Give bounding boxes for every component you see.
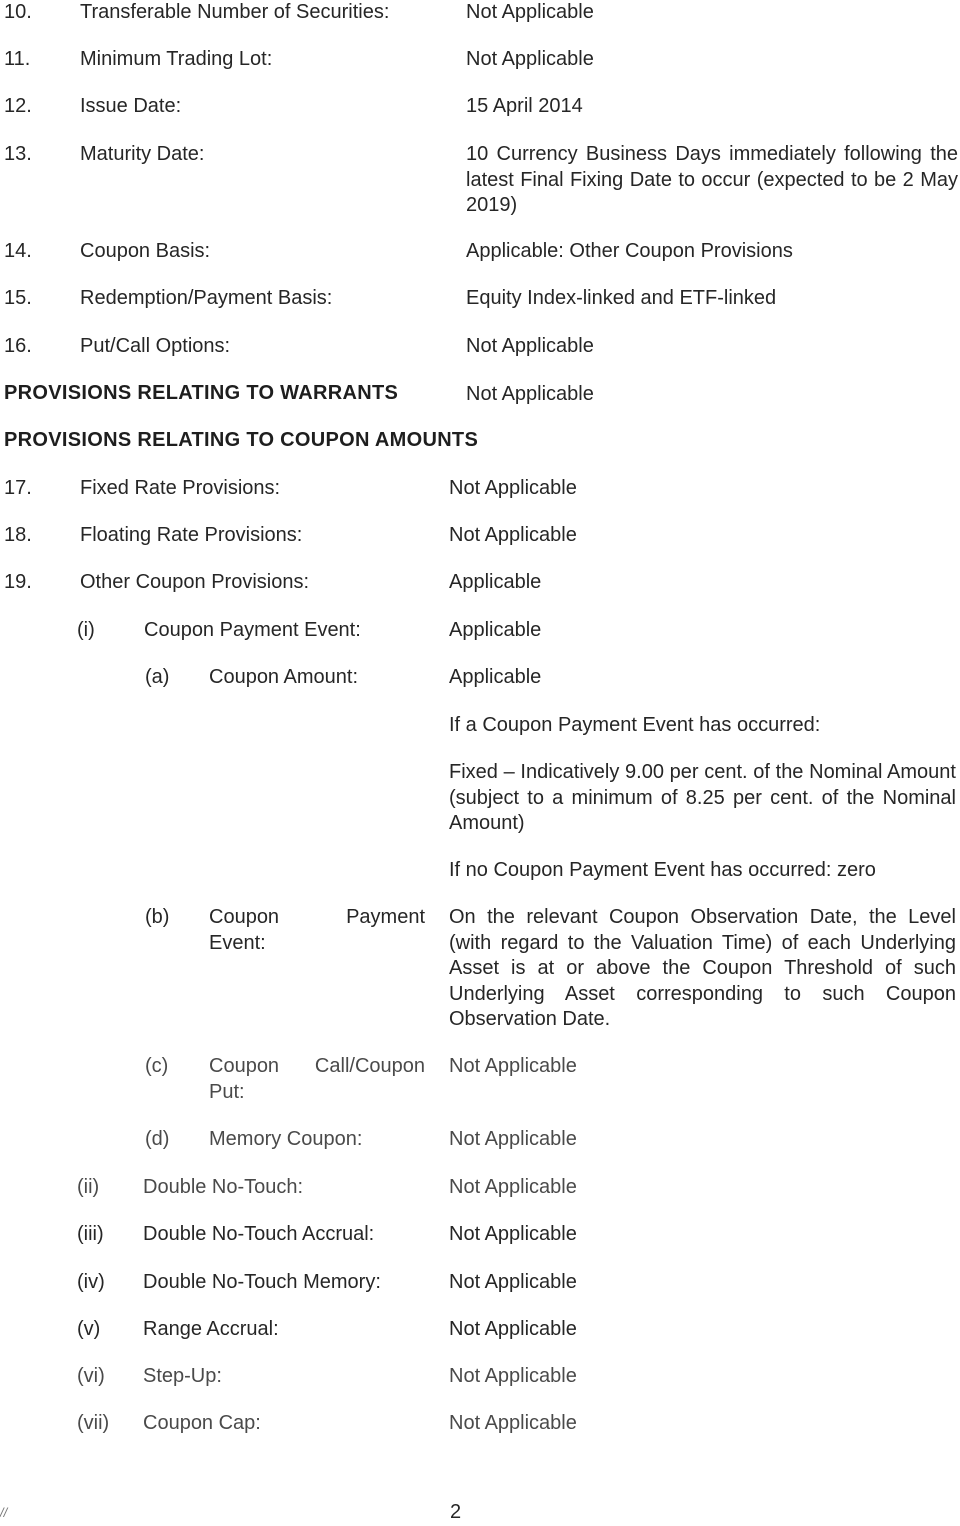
warrants-value: Not Applicable <box>466 383 594 405</box>
item-value: Not Applicable <box>466 1 594 23</box>
subitem-label: Coupon Call/Coupon Put: <box>209 1055 425 1103</box>
footer-mark: // <box>0 1505 8 1520</box>
subitem-label: Double No-Touch Accrual: <box>143 1223 375 1245</box>
subitem-label: Range Accrual: <box>143 1318 279 1340</box>
subitem-label: Coupon Cap: <box>143 1412 261 1434</box>
subitem-value: Not Applicable <box>449 1128 577 1150</box>
item-label: Put/Call Options: <box>80 335 231 357</box>
item-value: 10 Currency Business Days immediately following the latest Final Fixing Date to occur (expected to be 2 May 2019) <box>466 143 958 216</box>
section-heading-warrants: PROVISIONS RELATING TO WARRANTS <box>4 382 399 404</box>
subitem-label: Double No-Touch Memory: <box>143 1271 381 1293</box>
subitem-label: Memory Coupon: <box>209 1128 363 1150</box>
subitem-number: (iv) <box>77 1271 105 1293</box>
item-number: 11. <box>4 48 31 70</box>
subitem-value: Applicable <box>449 666 542 688</box>
item-number: 15. <box>4 287 32 309</box>
item-label: Other Coupon Provisions: <box>80 571 310 593</box>
item-label: Fixed Rate Provisions: <box>80 477 281 499</box>
subitem-number: (vi) <box>77 1365 105 1387</box>
item-value: Not Applicable <box>449 524 577 546</box>
item-value: Equity Index-linked and ETF-linked <box>466 287 777 309</box>
subitem-value: Not Applicable <box>449 1223 577 1245</box>
subitem-number: (d) <box>145 1128 170 1150</box>
item-label: Maturity Date: <box>80 143 205 165</box>
item-number: 18. <box>4 524 32 546</box>
item-value: Not Applicable <box>466 48 594 70</box>
subitem-value: On the relevant Coupon Observation Date, the Level (with regard to the Valuation Time) of each Underlying Asset is at or above the Coupon Threshold of such Underlying Asset corresponding to such Coupon Observation Date. <box>449 906 956 1030</box>
subitem-label: Coupon Amount: <box>209 666 358 688</box>
coupon-amount-condition: If a Coupon Payment Event has occurred: <box>449 714 821 736</box>
subitem-value: Not Applicable <box>449 1412 577 1434</box>
subitem-number: (i) <box>77 619 95 641</box>
item-label: Minimum Trading Lot: <box>80 48 273 70</box>
item-number: 17. <box>4 477 32 499</box>
item-value: Applicable <box>449 571 542 593</box>
item-label: Issue Date: <box>80 95 182 117</box>
item-label: Redemption/Payment Basis: <box>80 287 333 309</box>
item-value: Not Applicable <box>449 477 577 499</box>
item-number: 10. <box>4 1 32 23</box>
subitem-label: Coupon Payment Event: <box>144 619 361 641</box>
coupon-amount-fixed: Fixed – Indicatively 9.00 per cent. of the Nominal Amount (subject to a minimum of 8.25 per cent. of the Nominal Amount) <box>449 761 956 834</box>
subitem-value: Applicable <box>449 619 542 641</box>
subitem-number: (c) <box>145 1055 169 1077</box>
subitem-number: (vii) <box>77 1412 110 1434</box>
item-number: 12. <box>4 95 32 117</box>
subitem-value: Not Applicable <box>449 1055 577 1077</box>
subitem-number: (iii) <box>77 1223 104 1245</box>
subitem-number: (b) <box>145 906 170 928</box>
item-number: 16. <box>4 335 32 357</box>
subitem-value: Not Applicable <box>449 1176 577 1198</box>
subitem-number: (v) <box>77 1318 101 1340</box>
item-value: Applicable: Other Coupon Provisions <box>466 240 793 262</box>
item-value: Not Applicable <box>466 335 594 357</box>
item-label: Transferable Number of Securities: <box>80 1 390 23</box>
subitem-label: Double No-Touch: <box>143 1176 304 1198</box>
item-label: Coupon Basis: <box>80 240 211 262</box>
subitem-label: Coupon Payment Event: <box>209 906 425 954</box>
subitem-number: (a) <box>145 666 170 688</box>
page-number: 2 <box>450 1501 462 1523</box>
item-number: 14. <box>4 240 32 262</box>
section-heading-coupon: PROVISIONS RELATING TO COUPON AMOUNTS <box>4 429 479 451</box>
subitem-value: Not Applicable <box>449 1365 577 1387</box>
coupon-amount-zero: If no Coupon Payment Event has occurred: zero <box>449 859 876 881</box>
subitem-value: Not Applicable <box>449 1271 577 1293</box>
item-value: 15 April 2014 <box>466 95 583 117</box>
subitem-value: Not Applicable <box>449 1318 577 1340</box>
item-number: 13. <box>4 143 32 165</box>
subitem-label: Step-Up: <box>143 1365 222 1387</box>
subitem-number: (ii) <box>77 1176 100 1198</box>
item-label: Floating Rate Provisions: <box>80 524 303 546</box>
item-number: 19. <box>4 571 32 593</box>
